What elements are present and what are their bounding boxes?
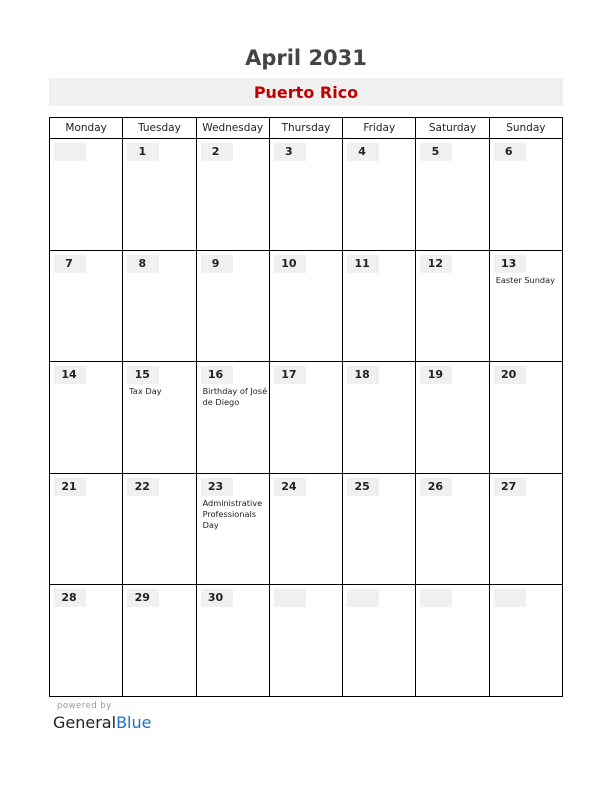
day-cell (196, 473, 269, 585)
day-number-box (201, 143, 233, 161)
country-name: Puerto Rico (253, 83, 359, 102)
holiday-event: Easter Sunday (495, 274, 555, 285)
day-number-box (201, 589, 233, 607)
day-cell (343, 362, 416, 474)
day-number: 20 (501, 368, 517, 382)
week-row (50, 250, 563, 362)
day-number: 26 (427, 479, 444, 493)
day-number-box (420, 589, 452, 607)
day-number: 28 (61, 591, 77, 605)
week-row (50, 139, 563, 251)
day-number-box (54, 478, 86, 496)
day-cell (343, 139, 416, 251)
day-number-box (347, 366, 379, 384)
day-number-box (274, 478, 306, 496)
day-number: 30 (207, 591, 224, 605)
day-cell (416, 362, 489, 474)
day-number-box (127, 143, 159, 161)
weekday-header: Monday (50, 118, 123, 139)
day-cell (489, 473, 562, 585)
day-cell (269, 139, 342, 251)
day-number-box (274, 589, 306, 607)
day-cell (343, 250, 416, 362)
weekday-header: Friday (343, 118, 416, 139)
week-row (50, 362, 563, 474)
day-number: 16 (207, 368, 224, 382)
weekday-header: Saturday (416, 118, 489, 139)
day-number: 1 (138, 145, 147, 158)
day-cell (50, 473, 123, 585)
day-cell (50, 362, 123, 474)
day-cell (196, 250, 269, 362)
weekday-header: Tuesday (123, 118, 196, 139)
day-number-box (274, 366, 306, 384)
day-cell (196, 362, 269, 474)
day-number-box (494, 143, 526, 161)
day-cell (489, 250, 562, 362)
logo-blue: Blue (116, 713, 152, 732)
holiday-event: Birthday of José de Diego (202, 386, 268, 408)
day-cell (269, 362, 342, 474)
day-number-box (201, 478, 233, 496)
day-cell (416, 250, 489, 362)
day-cell (489, 362, 562, 474)
country-banner (49, 78, 563, 106)
day-cell (50, 250, 123, 362)
day-number: 27 (501, 479, 517, 493)
day-number-box (127, 589, 159, 607)
day-number-box (127, 255, 159, 273)
day-number-box (127, 366, 159, 384)
calendar-title: April 2031 (245, 46, 367, 70)
day-number-box (201, 366, 233, 384)
day-cell (196, 585, 269, 697)
day-number: 7 (65, 256, 73, 270)
day-cell (416, 139, 489, 251)
day-cell (489, 139, 562, 251)
day-number-box (201, 255, 233, 273)
holiday-event: Tax Day (129, 386, 162, 397)
day-number-box (420, 255, 452, 273)
day-number-box (274, 143, 306, 161)
day-number: 14 (61, 368, 77, 382)
day-cell (416, 585, 489, 697)
powered-by-label: powered by (57, 701, 112, 711)
day-number: 22 (134, 479, 150, 493)
day-cell (123, 250, 196, 362)
day-number-box (347, 255, 379, 273)
day-number: 3 (285, 145, 293, 158)
day-number: 18 (354, 368, 370, 382)
day-cell (343, 473, 416, 585)
day-number: 12 (427, 256, 444, 270)
day-number: 2 (211, 145, 220, 158)
day-number: 6 (504, 145, 513, 158)
week-row (50, 473, 563, 585)
day-cell (269, 585, 342, 697)
weekday-header: Thursday (269, 118, 342, 139)
day-number-box (494, 589, 526, 607)
day-number: 11 (354, 256, 370, 270)
day-number: 8 (138, 256, 147, 270)
calendar-grid (49, 117, 563, 697)
day-cell (123, 585, 196, 697)
day-cell (489, 585, 562, 697)
day-number: 15 (134, 368, 150, 382)
day-cell (269, 250, 342, 362)
day-number: 24 (281, 479, 297, 493)
day-number-box (54, 589, 86, 607)
day-number-box (127, 478, 159, 496)
day-cell (123, 473, 196, 585)
day-number-box (54, 366, 86, 384)
day-number: 5 (431, 145, 440, 158)
holiday-event: Administrative Professionals Day (202, 497, 263, 530)
day-number-box (494, 255, 526, 273)
day-cell (269, 473, 342, 585)
day-number-box (347, 143, 379, 161)
weekday-header-row (50, 118, 563, 139)
day-number-box (347, 589, 379, 607)
day-number: 29 (134, 591, 150, 605)
day-cell (343, 585, 416, 697)
day-number-box (494, 366, 526, 384)
day-number: 19 (427, 368, 444, 382)
day-number: 25 (354, 479, 370, 493)
day-number-box (420, 478, 452, 496)
logo-general: General (53, 713, 117, 732)
day-number: 13 (501, 256, 517, 270)
day-number-box (420, 143, 452, 161)
day-number-box (494, 478, 526, 496)
day-cell (416, 473, 489, 585)
day-cell (50, 585, 123, 697)
day-number: 4 (358, 145, 366, 158)
day-number: 23 (207, 479, 224, 493)
weekday-header: Sunday (489, 118, 562, 139)
day-number-box (274, 255, 306, 273)
day-number-box (347, 478, 379, 496)
day-number: 9 (211, 256, 220, 270)
day-number: 17 (281, 368, 297, 382)
day-number: 21 (61, 479, 77, 493)
day-number: 10 (281, 256, 297, 270)
generalblue-logo[interactable] (53, 713, 151, 732)
day-cell (50, 139, 123, 251)
day-cell (123, 362, 196, 474)
day-cell (123, 139, 196, 251)
day-number-box (54, 255, 86, 273)
day-number-box (54, 143, 86, 161)
day-number-box (420, 366, 452, 384)
week-row (50, 585, 563, 697)
day-cell (196, 139, 269, 251)
weekday-header: Wednesday (196, 118, 269, 139)
